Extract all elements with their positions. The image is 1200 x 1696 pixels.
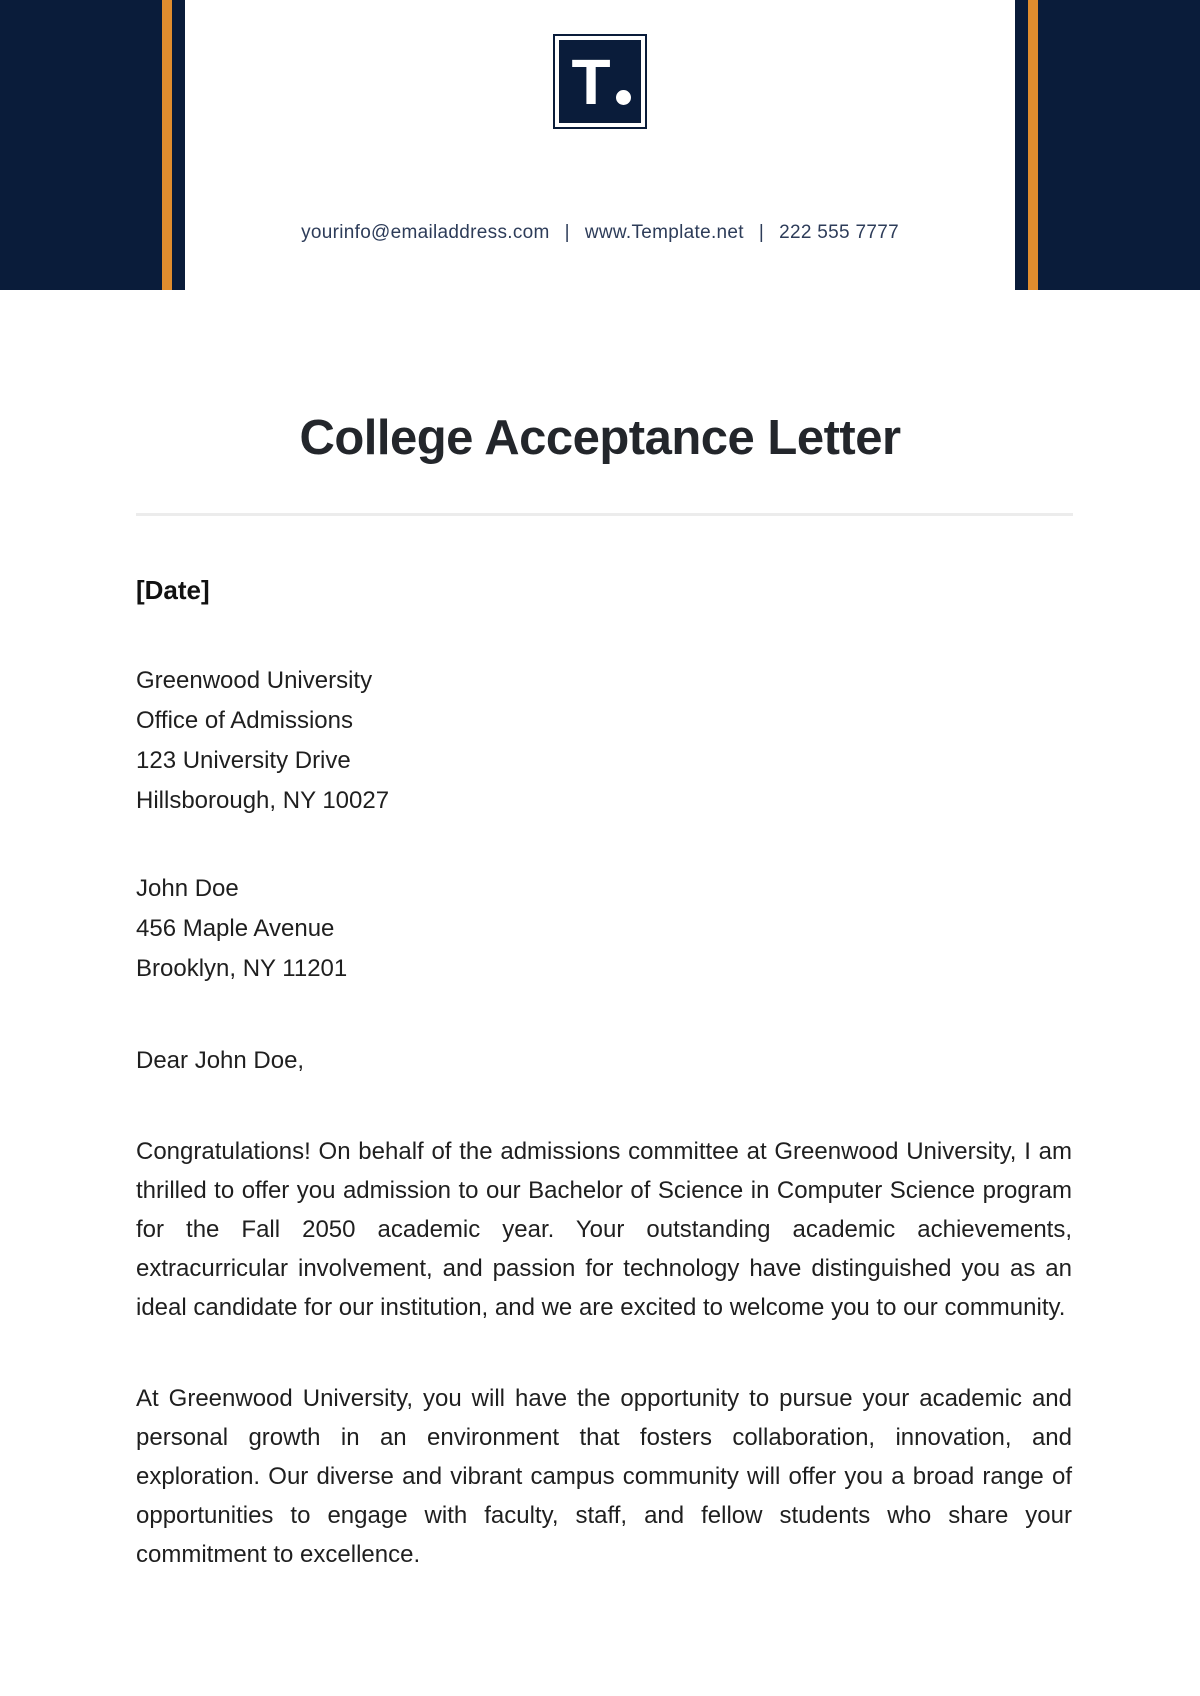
sender-line: Hillsborough, NY 10027	[136, 787, 390, 814]
sender-address-block	[136, 661, 1072, 821]
right-navy-block	[1038, 0, 1200, 290]
page-title: College Acceptance Letter	[299, 411, 901, 465]
body-paragraph-1	[136, 1132, 1072, 1327]
recipient-line: Brooklyn, NY 11201	[136, 955, 348, 982]
recipient-line: John Doe	[136, 875, 239, 902]
date-placeholder: [Date]	[136, 575, 210, 605]
logo-dot-icon	[616, 90, 631, 105]
right-navy-stripe	[1015, 0, 1028, 290]
left-orange-stripe	[162, 0, 172, 290]
paragraph-line: At Greenwood University, you will have the opportunity to pursue your academic and	[136, 1385, 1072, 1412]
left-navy-block	[0, 0, 162, 290]
sender-line: Greenwood University	[136, 667, 373, 694]
contact-email: yourinfo@emailaddress.com	[301, 222, 550, 243]
title-divider	[136, 513, 1073, 516]
right-orange-stripe	[1028, 0, 1038, 290]
paragraph-line: exploration. Our diverse and vibrant campus community will offer you a broad range of	[136, 1463, 1072, 1490]
paragraph-line: extracurricular involvement, and passion for technology have distinguished you as an	[136, 1255, 1072, 1282]
paragraph-line: commitment to excellence.	[136, 1541, 421, 1568]
paragraph-line: for the Fall 2050 academic year. Your outstanding academic achievements,	[136, 1216, 1072, 1243]
logo-letter: T	[571, 45, 611, 118]
contact-phone: 222 555 7777	[779, 222, 899, 243]
body-paragraph-2	[136, 1379, 1072, 1574]
company-logo	[553, 34, 647, 129]
letterhead	[0, 0, 1200, 290]
contact-separator: |	[564, 222, 570, 243]
contact-separator: |	[758, 222, 765, 243]
letter-content	[136, 571, 1072, 1574]
recipient-line: 456 Maple Avenue	[136, 915, 335, 942]
paragraph-line: Congratulations! On behalf of the admissions committee at Greenwood University, I am	[136, 1138, 1072, 1165]
logo-monogram	[571, 45, 611, 118]
paragraph-line: thrilled to offer you admission to our Bachelor of Science in Computer Science program	[136, 1177, 1072, 1204]
recipient-address-block	[136, 869, 1072, 989]
sender-line: Office of Admissions	[136, 707, 353, 734]
paragraph-line: personal growth in an environment that fosters collaboration, innovation, and	[136, 1424, 1072, 1451]
paragraph-line: ideal candidate for our institution, and we are excited to welcome you to our community.	[136, 1294, 1066, 1321]
salutation: Dear John Doe,	[136, 1047, 305, 1074]
logo-square	[559, 40, 641, 123]
contact-website: www.Template.net	[584, 222, 744, 243]
document-body	[0, 290, 1200, 1574]
left-navy-stripe	[172, 0, 185, 290]
sender-line: 123 University Drive	[136, 747, 351, 774]
contact-info-line	[186, 220, 1014, 246]
paragraph-line: opportunities to engage with faculty, staff, and fellow students who share your	[136, 1502, 1072, 1529]
